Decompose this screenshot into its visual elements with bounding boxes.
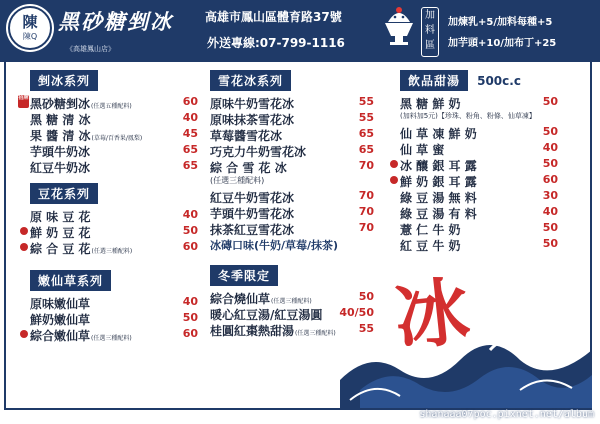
menu-item-name-text: 巧克力牛奶雪花冰 xyxy=(210,145,307,159)
menu-item xyxy=(210,189,374,205)
menu-item-name xyxy=(30,95,132,112)
menu-item-name-text: 芋頭牛奶冰 xyxy=(30,145,91,159)
menu-item-name-text: 紅豆牛奶冰 xyxy=(30,161,91,175)
section-title-snowflake: 雪花冰系列 xyxy=(210,70,291,91)
menu-item-price: 70 xyxy=(358,205,374,218)
menu-item xyxy=(400,95,558,111)
drinks-size: 500c.c xyxy=(477,74,521,88)
menu-item-name xyxy=(30,159,90,176)
menu-item-price: 40/50 xyxy=(339,306,374,319)
menu-item-name-text: 果 醬 清 冰 xyxy=(30,129,91,143)
menu-item-price: 40 xyxy=(182,208,198,221)
menu-item-price: 65 xyxy=(358,127,374,140)
menu-item xyxy=(30,143,198,159)
menu-item-note: (任選五種配料) xyxy=(91,103,132,110)
menu-item-name xyxy=(210,143,306,160)
menu-item-price: 65 xyxy=(358,143,374,156)
menu-item-name xyxy=(400,237,461,254)
menu-item xyxy=(30,327,198,343)
menu-item-price: 70 xyxy=(358,189,374,202)
menu-item-name-text: 芋頭牛奶雪花冰 xyxy=(210,207,295,221)
menu-item xyxy=(400,157,558,173)
menu-item-price: 50 xyxy=(542,157,558,170)
menu-item-price: 30 xyxy=(542,189,558,202)
menu-item xyxy=(18,95,198,111)
drinks-note: (加料加5元)【珍珠、粉角、粉條、仙草凍】 xyxy=(400,112,536,120)
section-title-grass-jelly: 嫩仙草系列 xyxy=(30,270,111,291)
menu-item-name-text: 綠 豆 湯 有 料 xyxy=(400,207,477,221)
menu-item-name xyxy=(210,95,294,112)
menu-item-price: 40 xyxy=(182,295,198,308)
menu-item-price: 40 xyxy=(182,111,198,124)
menu-item-name xyxy=(30,327,132,344)
menu-item-price: 45 xyxy=(182,127,198,140)
section-title-winter: 冬季限定 xyxy=(210,265,278,286)
signature-badge: 招牌 xyxy=(18,95,29,108)
menu-item-name xyxy=(210,111,294,128)
menu-item xyxy=(210,221,374,237)
menu-item-price: 55 xyxy=(358,111,374,124)
menu-item xyxy=(400,141,558,157)
menu-item-name-text: 抹茶紅豆雪花冰 xyxy=(210,223,295,237)
menu-item-price: 70 xyxy=(358,221,374,234)
menu-item-name-text: 綜 合 雪 花 冰 xyxy=(210,161,287,175)
menu-item xyxy=(30,311,198,327)
menu-item-name xyxy=(400,189,477,206)
menu-item-price: 40 xyxy=(542,141,558,154)
menu-item-name xyxy=(30,240,132,257)
snowflake-list-2 xyxy=(210,189,374,237)
menu-item-name xyxy=(210,322,336,339)
menu-item-price: 70 xyxy=(358,159,374,172)
menu-item-note: (任選三種配料) xyxy=(271,298,312,305)
menu-item-name-text: 黑 糖 清 冰 xyxy=(30,113,91,127)
menu-item-name-text: 綜 合 豆 花 xyxy=(30,242,91,256)
section-title-shaved-ice: 剉冰系列 xyxy=(30,70,98,91)
menu-item-name-text: 原味抹茶雪花冰 xyxy=(210,113,295,127)
menu-item-name-text: 綜合燒仙草 xyxy=(210,292,271,306)
menu-item-price: 60 xyxy=(182,327,198,340)
menu-item-name xyxy=(210,221,294,238)
menu-item-note: (任選三種配料) xyxy=(91,335,132,342)
website-url: shanaaa07poc.pixnet.net/album xyxy=(419,409,594,420)
menu-item xyxy=(210,205,374,221)
menu-item-price: 55 xyxy=(358,322,374,335)
menu-item xyxy=(30,295,198,311)
menu-item-name xyxy=(210,290,312,307)
menu-item xyxy=(210,95,374,111)
extras-line: 加芋頭+10/加布丁+25 xyxy=(448,38,557,49)
menu-item-name xyxy=(400,205,477,222)
menu-item-name xyxy=(30,311,90,328)
recommend-dot-icon xyxy=(20,330,28,338)
shop-logo xyxy=(8,6,52,50)
menu-item-name-text: 原味嫩仙草 xyxy=(30,297,91,311)
recommend-dot-icon xyxy=(390,160,398,168)
menu-item-name-text: 紅 豆 牛 奶 xyxy=(400,239,461,253)
menu-item xyxy=(30,111,198,127)
shaved-ice-icon xyxy=(382,6,416,52)
menu-item-name xyxy=(400,125,477,142)
menu-item-price: 65 xyxy=(182,143,198,156)
shop-branch: 《高雄鳳山店》 xyxy=(66,45,115,53)
drinks-list-2 xyxy=(400,125,558,253)
ice-glyph-decoration: 冰 xyxy=(390,268,474,362)
menu-item-note: (任選三種配料) xyxy=(91,248,133,255)
tofu-list xyxy=(30,208,198,256)
menu-item-name xyxy=(400,141,444,158)
menu-item xyxy=(210,159,374,175)
menu-item-name xyxy=(30,208,91,225)
drinks-list xyxy=(400,95,558,111)
menu-item-price: 40 xyxy=(542,205,558,218)
grass-jelly-list xyxy=(30,295,198,343)
winter-list xyxy=(210,290,374,338)
menu-item-price: 65 xyxy=(182,159,198,172)
column-right xyxy=(400,70,558,253)
menu-item-name-text: 原味牛奶雪花冰 xyxy=(210,97,295,111)
menu-item-name-text: 綜合嫩仙草 xyxy=(30,329,91,343)
menu-item-price: 60 xyxy=(182,240,198,253)
snowflake-note: (任選三種配料) xyxy=(210,176,265,185)
extras-list xyxy=(448,12,556,54)
menu-item-note: (任選三種配料) xyxy=(295,330,336,337)
menu-item xyxy=(210,306,374,322)
menu-item xyxy=(30,224,198,240)
menu-item xyxy=(210,322,374,338)
menu-item-name xyxy=(210,159,287,176)
menu-item xyxy=(210,290,374,306)
menu-item-name xyxy=(210,189,294,206)
menu-item xyxy=(400,125,558,141)
menu-item-name-text: 鮮 奶 豆 花 xyxy=(30,226,91,240)
menu-item-name xyxy=(400,221,461,238)
menu-item xyxy=(210,143,374,159)
menu-item-name-text: 草莓醬雪花冰 xyxy=(210,129,283,143)
menu-header xyxy=(0,0,600,62)
menu-item-price: 60 xyxy=(182,95,198,108)
recommend-dot-icon xyxy=(20,227,28,235)
menu-item-price: 50 xyxy=(542,221,558,234)
menu-item-name-text: 暖心紅豆湯/紅豆湯圓 xyxy=(210,308,323,322)
shop-address: 高雄市鳳山區體育路37號 xyxy=(205,10,342,24)
menu-item-name-text: 冰 釀 銀 耳 露 xyxy=(400,159,477,173)
section-title-tofu: 豆花系列 xyxy=(30,183,98,204)
menu-item xyxy=(30,208,198,224)
snowflake-list xyxy=(210,95,374,175)
menu-item-price: 50 xyxy=(182,311,198,324)
menu-item-name-text: 鮮奶嫩仙草 xyxy=(30,313,91,327)
menu-item-name xyxy=(30,143,90,160)
menu-item-price: 50 xyxy=(542,125,558,138)
menu-item xyxy=(400,173,558,189)
menu-item xyxy=(400,205,558,221)
menu-item-name xyxy=(210,127,282,144)
extras-label: 加 料 區 xyxy=(421,7,439,57)
menu-item-name-text: 仙 草 凍 鮮 奶 xyxy=(400,127,477,141)
menu-item-name-text: 薏 仁 牛 奶 xyxy=(400,223,461,237)
recommend-dot-icon xyxy=(20,243,28,251)
menu-item xyxy=(210,111,374,127)
menu-item xyxy=(30,240,198,256)
menu-item xyxy=(30,127,198,143)
menu-item-name-text: 綠 豆 湯 無 料 xyxy=(400,191,477,205)
logo-glyph: 陳 xyxy=(22,13,38,31)
shaved-ice-list xyxy=(18,95,198,175)
menu-item-price: 55 xyxy=(358,95,374,108)
menu-item xyxy=(400,221,558,237)
shop-name: 黑砂糖剉冰 xyxy=(58,9,173,34)
menu-item-name-text: 鮮 奶 銀 耳 露 xyxy=(400,175,477,189)
menu-item-name xyxy=(30,224,91,241)
menu-item-name-text: 仙 草 蜜 xyxy=(400,143,445,157)
menu-item xyxy=(30,159,198,175)
menu-item xyxy=(400,189,558,205)
delivery-phone: 外送專線:07-799-1116 xyxy=(207,36,345,50)
menu-item-name-text: 紅豆牛奶雪花冰 xyxy=(210,191,295,205)
menu-item-price: 50 xyxy=(182,224,198,237)
extras-line: 加煉乳+5/加料每種+5 xyxy=(448,17,553,28)
menu-item-name xyxy=(400,173,477,190)
menu-item-price: 50 xyxy=(542,237,558,250)
column-middle xyxy=(210,70,374,338)
menu-item-name xyxy=(30,111,91,128)
menu-item-name xyxy=(30,127,142,144)
menu-item xyxy=(400,237,558,253)
menu-item-price: 50 xyxy=(358,290,374,303)
menu-item-name-text: 黑 糖 鮮 奶 xyxy=(400,97,461,111)
menu-item-name xyxy=(400,157,477,174)
menu-item-note: (草莓/百香果/鳳梨) xyxy=(91,135,143,142)
snowflake-flavors: 冰磚口味(牛奶/草莓/抹茶) xyxy=(210,239,339,252)
menu-item-name xyxy=(400,95,461,112)
menu-item-name-text: 原 味 豆 花 xyxy=(30,210,91,224)
menu-item-price: 60 xyxy=(542,173,558,186)
menu-item-name xyxy=(210,205,294,222)
menu-item xyxy=(210,127,374,143)
logo-sub: 陳Q xyxy=(22,32,38,41)
section-title-drinks: 飲品甜湯 xyxy=(400,70,468,91)
menu-item-name xyxy=(210,306,322,323)
menu-item-name xyxy=(30,295,90,312)
recommend-dot-icon xyxy=(390,176,398,184)
menu-item-price: 50 xyxy=(542,95,558,108)
menu-item-name-text: 黑砂糖剉冰 xyxy=(30,97,91,111)
menu-item-name-text: 桂圓紅棗熱甜湯 xyxy=(210,324,295,338)
column-left xyxy=(18,70,198,343)
